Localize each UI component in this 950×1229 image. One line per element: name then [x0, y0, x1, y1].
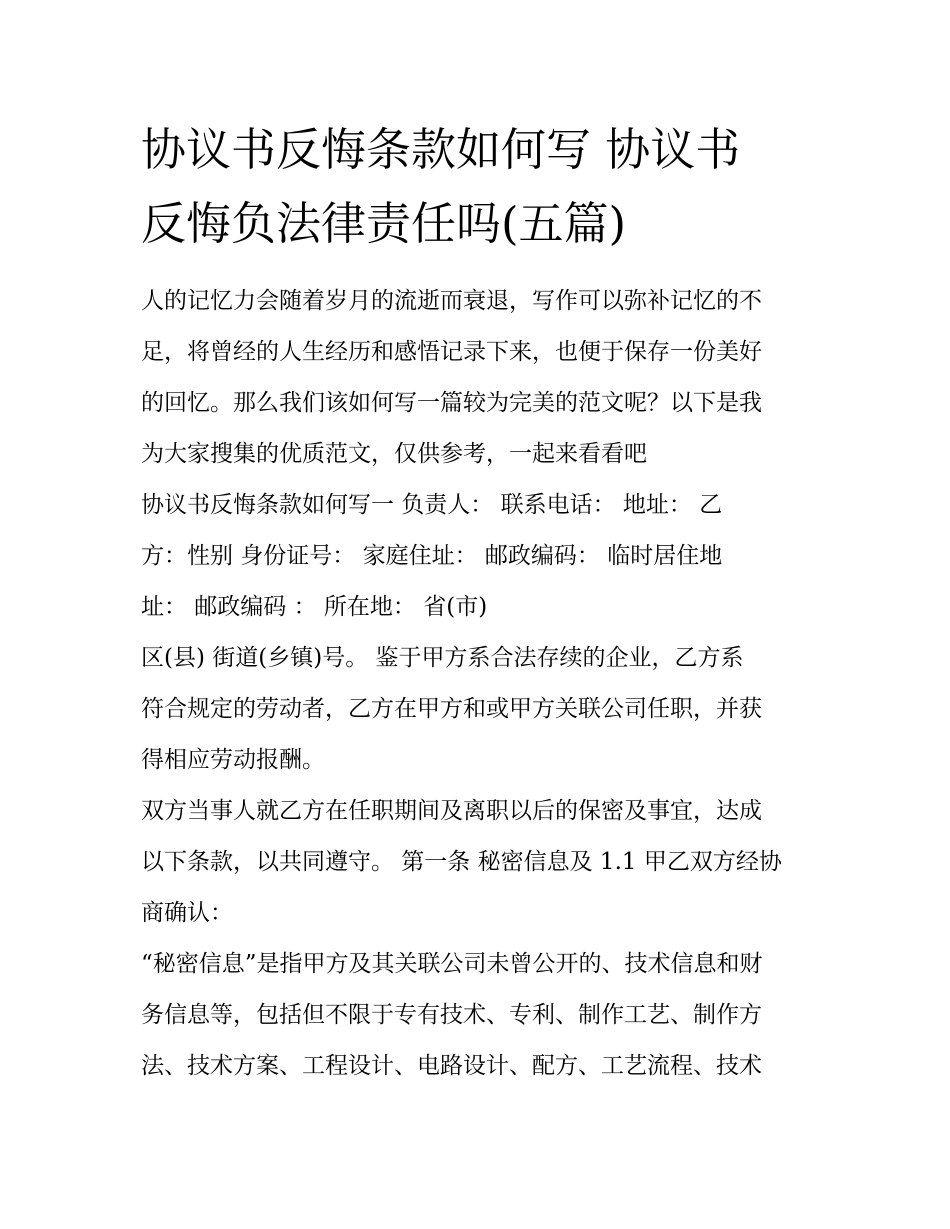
- body-line: 方：性别 身份证号： 家庭住址： 邮政编码： 临时居住地: [141, 543, 723, 569]
- body-line: 的回忆。那么我们该如何写一篇较为完美的范文呢？以下是我: [141, 390, 762, 416]
- body-line: 址： 邮政编码 ： 所在地： 省(市): [141, 594, 488, 620]
- title-line: 协议书反悔条款如何写 协议书: [141, 123, 741, 176]
- body-line: 法、技术方案、工程设计、电路设计、配方、工艺流程、技术: [141, 1053, 762, 1079]
- body-line: 符合规定的劳动者，乙方在甲方和或甲方关联公司任职，并获: [141, 696, 762, 722]
- body-line: “秘密信息”是指甲方及其关联公司未曾公开的、技术信息和财: [141, 951, 763, 977]
- body-line: 务信息等，包括但不限于专有技术、专利、制作工艺、制作方: [141, 1002, 762, 1028]
- document-body: [141, 276, 821, 1092]
- body-line: 商确认：: [141, 900, 233, 926]
- body-line: 人的记忆力会随着岁月的流逝而衰退，写作可以弥补记忆的不: [141, 288, 762, 314]
- body-line: 以下条款，以共同遵守。 第一条 秘密信息及 1.1 甲乙双方经协: [141, 849, 782, 875]
- body-line: 区(县) 街道(乡镇)号。 鉴于甲方系合法存续的企业，乙方系: [141, 645, 744, 671]
- body-line: 为大家搜集的优质范文，仅供参考，一起来看看吧: [141, 441, 647, 467]
- title-line: 反悔负法律责任吗(五篇): [141, 197, 627, 250]
- body-line: 足，将曾经的人生经历和感悟记录下来，也便于保存一份美好: [141, 339, 762, 365]
- document-title: [141, 113, 821, 261]
- body-line: 得相应劳动报酬。: [141, 747, 325, 773]
- body-line: 双方当事人就乙方在任职期间及离职以后的保密及事宜，达成: [141, 798, 762, 824]
- body-line: 协议书反悔条款如何写一 负责人： 联系电话： 地址： 乙: [141, 492, 723, 518]
